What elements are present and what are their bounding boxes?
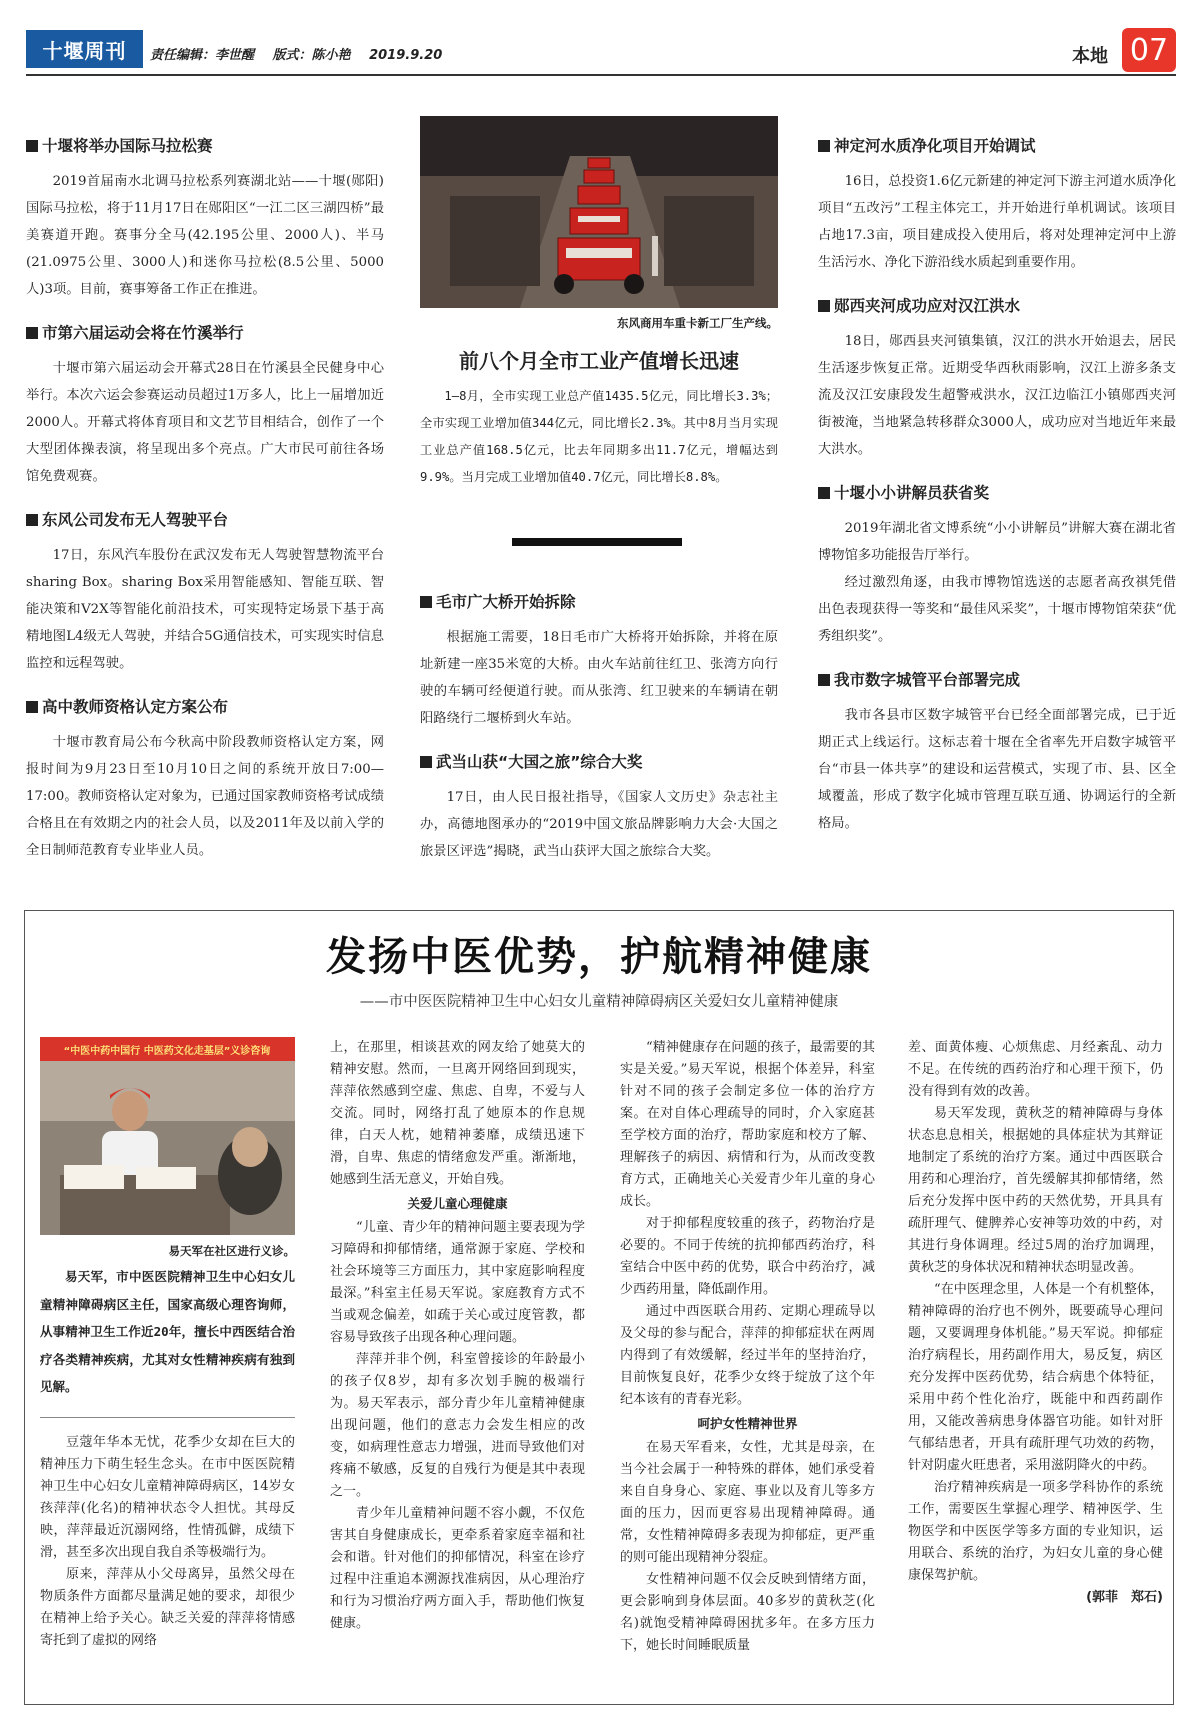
brief-body: 2019首届南水北调马拉松系列赛湖北站——十堰(郧阳)国际马拉松，将于11月17日在郧阳区“一江二区三湖四桥”最美赛道开跑。赛事分全马(42.195公里、2000人)、半马(21.0975公里、3000人)和迷你马拉松(8.5公里、5000人)3项。目前，赛事筹备工作正在推进。 [26,174,384,297]
doctor-illustration [40,1037,295,1235]
brief-body: 我市各县市区数字城管平台已经全面部署完成，已于近期正式上线运行。这标志着十堰在全省率先开启数字城管平台“市县一体共享”的建设和运营模式，实现了市、县、区全域覆盖，形成了数字化城市管理互联互通、协调运行的全新格局。 [818,708,1176,831]
subheading-children: 关爱儿童心理健康 [407,1196,508,1211]
brief-title: 毛市广大桥开始拆除 [420,590,778,612]
paragraph: 通过中西医联合用药、定期心理疏导以及父母的参与配合，萍萍的抑郁症状在两周内得到了有效缓解，经过半年的坚持治疗，目前恢复良好，花季少女终于绽放了这个年纪本该有的青春光彩。 [620,1304,875,1407]
paragraph: 对于抑郁程度较重的孩子，药物治疗是必要的。不同于传统的抗抑郁西药治疗，科室结合中医中药的优势，联合中药治疗，减少西药用量，降低副作用。 [620,1216,875,1297]
brief-river [818,134,1176,276]
brief-autonomous [26,508,384,677]
brief-body: 18日，郧西县夹河镇集镇，汉江的洪水开始退去，居民生活逐步恢复正常。近期受华西秋雨影响，汉江上游多条支流及汉江安康段发生超警戒洪水，汉江边临江小镇郧西夹河街被淹，当地紧急转移群众3000人，成功应对当地近年来最大洪水。 [818,334,1176,457]
brief-title: 武当山获“大国之旅”综合大奖 [420,750,778,772]
brief-title: 郧西夹河成功应对汉江洪水 [818,294,1176,316]
brief-title: 高中教师资格认定方案公布 [26,695,384,717]
paragraph: “精神健康存在问题的孩子，最需要的其实是关爱。”易天军说，根据个体差异，科室针对不同的孩子会制定多位一体的治疗方案。在对自体心理疏导的同时，介入家庭甚至学校方面的治疗，帮助家庭和校方了解、理解孩子的病因、病情和行为，从而改变教育方式，正确地关心关爱青少年儿童的身心成长。 [620,1040,875,1209]
brief-body: 根据施工需要，18日毛市广大桥将开始拆除，并将在原址新建一座35米宽的大桥。由火车站前往红卫、张湾方向行驶的车辆可经便道行驶。而从张湾、红卫驶来的车辆请在朝阳路绕行二堰桥到火车站。 [420,630,778,726]
paragraph: 上，在那里，相谈甚欢的网友给了她莫大的精神安慰。然而，一旦离开网络回到现实，萍萍依然感到空虚、焦虑、自卑，不爱与人交流。同时，网络打乱了她原本的作息规律，白天人枕，她精神萎靡，成绩迅速下滑，自卑、焦虑的情绪愈发严重。渐渐地，她感到生活无意义，开始自残。 [330,1040,585,1187]
paragraph: 萍萍并非个例，科室曾接诊的年龄最小的孩子仅8岁，却有多次划手腕的极端行为。易天军表示，部分青少年儿童精神健康出现问题，他们的意志力会发生相应的改变，如病理性意志力增强，进而导致他们对疼痛不敏感，反复的自残行为便是其中表现之一。 [330,1352,585,1499]
center-divider [512,538,682,546]
brief-body-2: 经过激烈角逐，由我市博物馆选送的志愿者高孜祺凭借出色表现获得一等奖和“最佳风采奖”，十堰市博物馆荣获“优秀组织奖”。 [818,575,1176,644]
brief-body: 17日，东风汽车股份在武汉发布无人驾驶智慧物流平台sharing Box。sharing Box采用智能感知、智能互联、智能决策和V2X等智能化前沿技术，可实现特定场景下基于高精地图L4级无人驾驶，并结合5G通信技术，可实现实时信息监控和远程驾驶。 [26,548,384,671]
paragraph: 在易天军看来，女性，尤其是母亲，在当今社会属于一种特殊的群体，她们承受着来自自身身心、家庭、事业以及育儿等多方面的压力，因而更容易出现精神障碍。通常，女性精神障碍多表现为抑郁症，更严重的则可能出现精神分裂症。 [620,1440,875,1565]
paragraph: 差、面黄体瘦、心烦焦虑、月经紊乱、动力不足。在传统的西药治疗和心理干预下，仍没有得到有效的改善。 [908,1040,1163,1099]
industry-body-text: 1—8月，全市实现工业总产值1435.5亿元，同比增长3.3%；全市实现工业增加值344亿元，同比增长2.3%。其中8月当月实现工业总产值168.5亿元，比去年同期多出11.7亿元，增幅达到9.9%。当月完成工业增加值40.7亿元，同比增长8.8%。 [420,389,778,484]
paragraph: 女性精神问题不仅会反映到情绪方面，更会影响到身体层面。40多岁的黄秋芝(化名)就饱受精神障碍困扰多年。在多方压力下，她长时间睡眠质量 [620,1572,875,1653]
paragraph: 原来，萍萍从小父母离异，虽然父母在物质条件方面都尽量满足她的要求，却很少在精神上给予关心。缺乏关爱的萍萍将情感寄托到了虚拟的网络 [40,1567,295,1648]
doctor-intro [40,1263,295,1401]
photo-banner-text: “中医中药中国行 中医药文化走基层”义诊咨询 [63,1046,271,1057]
brief-games [26,321,384,490]
center-briefs [420,590,778,883]
industry-body [420,383,778,491]
paragraph: “在中医理念里，人体是一个有机整体，精神障碍的治疗也不例外，既要疏导心理问题，又要调理身体机能。”易天军说。抑郁症治疗病程长，用药副作用大，易反复，病区充分发挥中医药优势，结合病患个体特征，采用中药个性化治疗，既能中和西药副作用，又能改善病患身体器官功能。如针对肝气郁结患者，开具有疏肝理气功效的药物，针对阴虚火旺患者，采用滋阴降火的中药。 [908,1282,1163,1473]
industry-headline: 前八个月全市工业产值增长迅速 [459,349,739,373]
left-column [26,134,384,882]
subheading-women: 呵护女性精神世界 [697,1416,798,1431]
paragraph: 青少年儿童精神问题不容小觑，不仅危害其自身健康成长，更牵系着家庭幸福和社会和谐。针对他们的抑郁情况，科室在诊疗过程中注重追本溯源找准病因，从心理治疗和行为习惯治疗两方面入手，帮助他们恢复健康。 [330,1506,585,1631]
feature-col-1 [40,1432,295,1652]
editor-credit: 责任编辑：李世醒 [150,48,255,63]
byline: (郭菲 郑石) [1086,1590,1163,1605]
feature-col-2 [330,1037,585,1635]
brief-title: 我市数字城管平台部署完成 [818,668,1176,690]
doctor-intro-text: 易天军，市中医医院精神卫生中心妇女儿童精神障碍病区主任，国家高级心理咨询师，从事精神卫生工作近20年，擅长中西医结合治疗各类精神疾病，尤其对女性精神疾病有独到见解。 [40,1269,295,1394]
brief-body: 2019年湖北省文博系统“小小讲解员”讲解大赛在湖北省博物馆多功能报告厅举行。 [818,521,1176,563]
intro-divider [40,1417,295,1418]
brief-title: 市第六届运动会将在竹溪举行 [26,321,384,343]
feature-col-4 [908,1037,1163,1609]
masthead-meta [150,44,456,63]
brief-wudang [420,750,778,865]
brief-body: 16日，总投资1.6亿元新建的神定河下游主河道水质净化项目“五改污”工程主体完工，并开始进行单机调试。该项目占地17.3亩，项目建成投入使用后，将对处理神定河中上游生活污水、净化下游沿线水质起到重要作用。 [818,174,1176,270]
brief-flood [818,294,1176,463]
top-rule [26,74,1176,76]
brief-body: 十堰市第六届运动会开幕式28日在竹溪县全民健身中心举行。本次六运会参赛运动员超过1万多人，比上一届增加近2000人。开幕式将体育项目和文艺节目相结合，创作了一个大型团体操表演，将呈现出多个亮点。广大市民可前往各场馆免费观赛。 [26,361,384,484]
layout-credit: 版式：陈小艳 [272,48,351,63]
brief-marathon [26,134,384,303]
brief-body: 十堰市教育局公布今秋高中阶段教师资格认定方案，网报时间为9月23日至10月10日之间的系统开放日7:00—17:00。教师资格认定对象为，已通过国家教师资格考试成绩合格且在有效期之内的社会人员，以及2011年及以前入学的全日制师范教育专业毕业人员。 [26,735,384,858]
paragraph: 治疗精神疾病是一项多学科协作的系统工作，需要医生掌握心理学、精神医学、生物医学和中医医学等多方面的专业知识，运用联合、系统的治疗，为妇女儿童的身心健康保驾护航。 [908,1480,1163,1583]
paragraph: 豆蔻年华本无忧，花季少女却在巨大的精神压力下萌生轻生念头。在市中医医院精神卫生中心妇女儿童精神障碍病区，14岁女孩萍萍(化名)的精神状态令人担忧。其母反映，萍萍最近沉溺网络，性情孤僻，成绩下滑，甚至多次出现自我自杀等极端行为。 [40,1435,295,1560]
paragraph: “儿童、青少年的精神问题主要表现为学习障碍和抑郁情绪，通常源于家庭、学校和社会环境等三方面压力，其中家庭影响程度最深。”科室主任易天军说。家庭教育方式不当或观念偏差，如疏于关心或过度管教，都容易导致孩子出现各种心理问题。 [330,1220,585,1345]
truck-photo-caption: 东风商用车重卡新工厂生产线。 [617,316,778,330]
masthead-logo: 十堰周刊 [26,30,143,68]
brief-teachers [26,695,384,864]
truck-factory-photo [420,116,778,308]
doctor-photo-caption: 易天军在社区进行义诊。 [168,1244,295,1258]
brief-digital [818,668,1176,837]
doctor-photo [40,1037,295,1235]
brief-guides [818,481,1176,650]
brief-title: 神定河水质净化项目开始调试 [818,134,1176,156]
page-number: 07 [1122,28,1176,72]
section-label: 本地 [1072,46,1108,67]
paragraph: 易天军发现，黄秋芝的精神障碍与身体状态息息相关，根据她的具体症状为其辩证地制定了系统的治疗方案。通过中西医联合用药和心理治疗，首先缓解其抑郁情绪，然后充分发挥中医中药的天然优势，开具具有疏肝理气、健脾养心安神等功效的中药，对其进行身体调理。经过5周的治疗加调理，黄秋芝的身体状况和精神状态明显改善。 [908,1106,1163,1275]
feature-subtitle: ——市中医医院精神卫生中心妇女儿童精神障碍病区关爱妇女儿童精神健康 [359,994,839,1010]
feature-title: 发扬中医优势，护航精神健康 [326,934,872,980]
brief-body: 17日，由人民日报社指导，《国家人文历史》杂志社主办，高德地图承办的“2019中国文旅品牌影响力大会·大国之旅景区评选”揭晓，武当山获评大国之旅综合大奖。 [420,790,778,859]
brief-title: 十堰将举办国际马拉松赛 [26,134,384,156]
issue-date: 2019.9.20 [369,48,443,63]
right-column [818,134,1176,855]
brief-title: 东风公司发布无人驾驶平台 [26,508,384,530]
truck-illustration [420,116,778,308]
brief-title: 十堰小小讲解员获省奖 [818,481,1176,503]
feature-col-3 [620,1037,875,1657]
brief-bridge [420,590,778,732]
